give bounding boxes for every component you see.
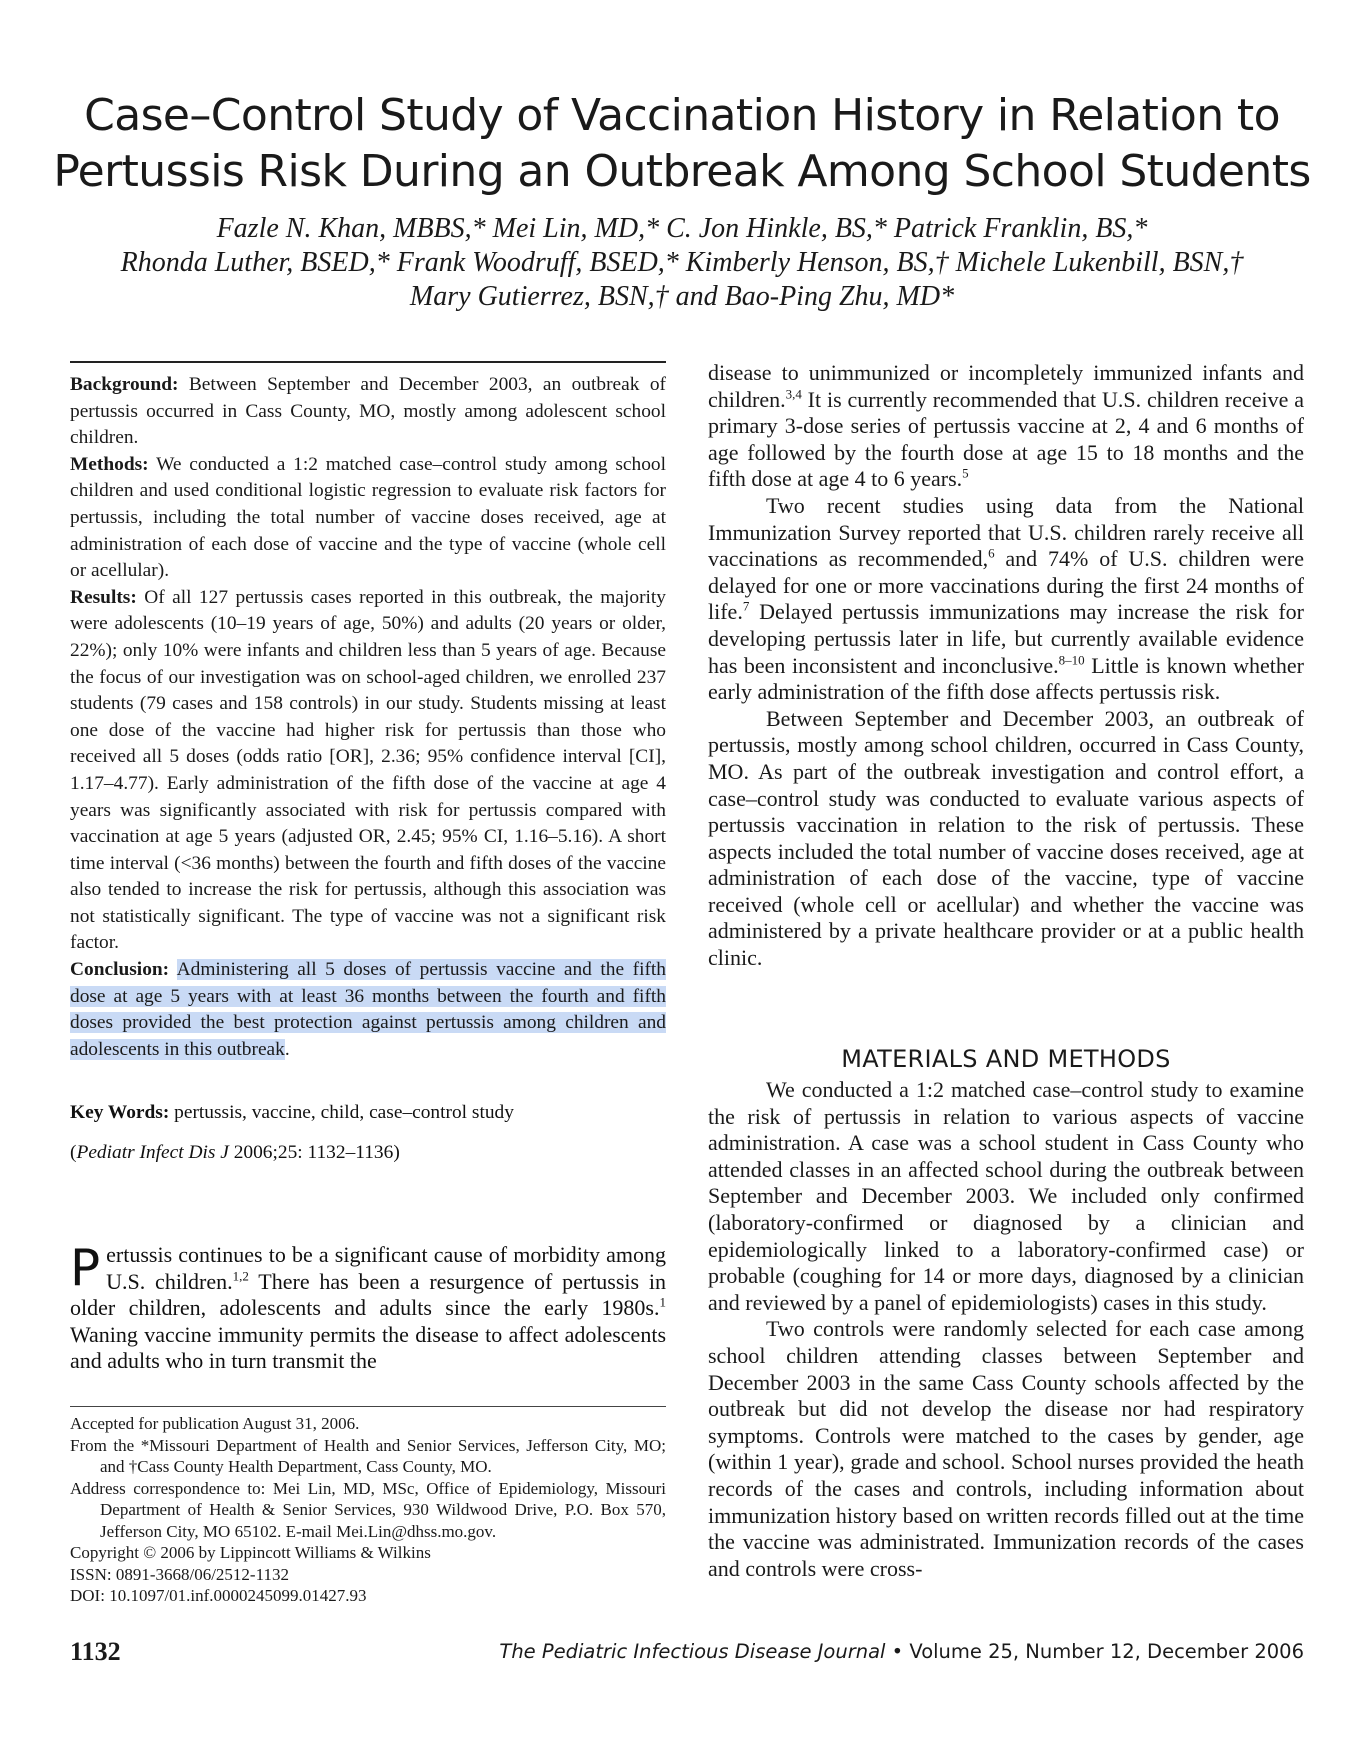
key-words-label: Key Words:: [70, 1102, 170, 1123]
article-notes: [70, 1413, 666, 1607]
background-text: Between September and December 2003, an outbreak of pertussis occurred in Cass County, MO, mostly among adolescent school children.: [70, 374, 666, 449]
correspondence-note: Address correspondence to: Mei Lin, MD, MSc, Office of Epidemiology, Missouri Department of Health & Senior Services, 930 Wildwood Drive, P.O. Box 570, Jefferson City, MO 65102. E-mail Mei.Lin@dhss.mo.gov.: [70, 1478, 666, 1541]
methods-label: Methods:: [70, 453, 149, 475]
citation: (Pediatr Infect Dis J 2006;25: 1132–1136): [70, 1142, 400, 1163]
footer-bullet: •: [885, 1640, 910, 1663]
intro-paragraph: [70, 1239, 667, 1375]
title-line-1: Case–Control Study of Vaccination History in Relation to: [84, 90, 1280, 141]
intro-text-3: Waning vaccine immunity permits the disease to affect adolescents and adults who in turn transmit the: [70, 1321, 666, 1374]
right-p2-a: Two recent studies using data from the National Immunization Survey reported that U.S. children rarely receive all vaccinations as recommended,: [708, 492, 1304, 572]
results-label: Results:: [70, 586, 137, 608]
methods-paragraph-2: Two controls were randomly selected for each case among school children attending classes between September and December 2003 in the same Cass County schools affected by the outbreak but did not develop the disease nor had respiratory symptoms. Controls were matched to the cases by gender, age (within 1 year), grade and school. School nurses provided the heath records of the cases and controls, including information about immunization history based on written records filled out at the time the vaccine was administrated. Immunization records of the cases and controls were cross-: [708, 1316, 1304, 1581]
intro-text-1: ertussis continues to be a significant cause of morbidity among U.S. children.: [106, 1242, 666, 1294]
doi-note: DOI: 10.1097/01.inf.0000245099.01427.93: [70, 1586, 367, 1605]
conclusion-highlighted-text[interactable]: Administering all 5 doses of pertussis vaccine and the fifth dose at age 5 years with at least 36 months between the fourth and fifth doses provided the best protection against pertussis among children and adolescents in this outbreak: [70, 959, 666, 1060]
right-p2-c: Delayed pertussis immunizations may increase the risk for developing pertussis later in life, but currently available evidence has been inconsistent and inconclusive.: [708, 599, 1304, 678]
abstract: [70, 372, 666, 1063]
conclusion-end: .: [284, 1038, 290, 1060]
right-column-intro: [708, 360, 1304, 972]
abstract-results: [70, 585, 666, 957]
conclusion-label: Conclusion:: [70, 959, 170, 981]
drop-cap: P: [70, 1239, 101, 1297]
right-p1-b: It is currently recommended that U.S. children receive a primary 3-dose series of pertussis vaccine at 2, 4 and 6 months of age followed by the fourth dose at age 15 to 18 months and the fifth dose at age 4 to 6 years.: [708, 386, 1304, 492]
methods-text: We conducted a 1:2 matched case–control study among school children and used conditional logistic regression to evaluate risk factors for pertussis, including the total number of vaccine doses received, age at administration of each dose of vaccine and the type of vaccine (whole cell or acellular).: [70, 453, 666, 582]
abstract-background: [70, 372, 666, 452]
footer-issue: Volume 25, Number 12, December 2006: [909, 1640, 1304, 1663]
issn-note: ISSN: 0891-3668/06/2512-1132: [70, 1564, 289, 1584]
copyright-note: Copyright © 2006 by Lippincott Williams & Wilkins: [70, 1543, 431, 1562]
intro-text-2: There has been a resurgence of pertussis in older children, adolescents and adults since the early 1980s.: [70, 1268, 667, 1321]
right-paragraph-2: [708, 493, 1304, 706]
footnote-rule: [70, 1406, 666, 1407]
title-line-2: Pertussis Risk During an Outbreak Among School Students: [53, 146, 1311, 197]
accepted-note: Accepted for publication August 31, 2006.: [70, 1414, 360, 1433]
reference-superscript[interactable]: 1: [659, 1294, 666, 1310]
results-text: Of all 127 pertussis cases reported in this outbreak, the majority were adolescents (10–19 years of age, 50%) and adults (20 years or older, 22%); only 10% were infants and children less than 5 years of age. Because the focus of our investigation was on school-aged children, we enrolled 237 students (79 cases and 158 controls) in our study. Students missing at least one dose of the vaccine had higher risk for pertussis than those who received all 5 doses (odds ratio [OR], 2.36; 95% confidence interval [CI], 1.17–4.77). Early administration of the fifth dose of the vaccine at age 4 years was significantly associated with risk for pertussis compared with vaccination at age 5 years (adjusted OR, 2.45; 95% CI, 1.16–5.16). A short time interval (<36 months) between the fourth and fifth doses of the vaccine also tended to increase the risk for pertussis, although this association was not statistically significant. The type of vaccine was not a significant risk factor.: [70, 586, 666, 954]
key-words-text: pertussis, vaccine, child, case–control study: [169, 1102, 514, 1123]
right-p2-b: and 74% of U.S. children were delayed for one or more vaccinations during the first 24 months of life.: [708, 546, 1304, 625]
right-paragraph-3: Between September and December 2003, an outbreak of pertussis, mostly among school children, occurred in Cass County, MO. As part of the outbreak investigation and control effort, a case–control study was conducted to evaluate various aspects of pertussis vaccination in relation to the risk of pertussis. These aspects included the total number of vaccine doses received, age at administration of each dose of the vaccine, type of vaccine received (whole cell or acellular) and whether the vaccine was administered by a private healthcare provider or at a public health clinic.: [708, 705, 1304, 971]
author-line-3: Mary Gutierrez, BSN,† and Bao-Ping Zhu, MD*: [409, 281, 955, 312]
reference-superscript[interactable]: 8–10: [1058, 652, 1085, 668]
page-number: 1132: [70, 1637, 121, 1666]
running-footer: [499, 1640, 1304, 1663]
section-heading-methods: MATERIALS AND METHODS: [841, 1045, 1171, 1073]
key-words: [70, 1100, 666, 1126]
background-label: Background:: [70, 374, 179, 395]
abstract-top-rule: [70, 361, 666, 363]
author-list: [40, 212, 1324, 314]
right-paragraph-1: [708, 360, 1304, 493]
abstract-methods: [70, 452, 666, 585]
reference-superscript[interactable]: 7: [742, 599, 750, 615]
footer-journal-name: The Pediatric Infectious Disease Journal: [499, 1640, 886, 1663]
reference-superscript[interactable]: 1,2: [232, 1268, 249, 1284]
citation-journal: Pediatr Infect Dis J: [76, 1142, 229, 1163]
right-p1-a: disease to unimmunized or incompletely immunized infants and children.: [708, 360, 1304, 412]
methods-paragraph-1: We conducted a 1:2 matched case–control study to examine the risk of pertussis in relation to various aspects of vaccine administration. A case was a school student in Cass County who attended classes in an affected school during the outbreak between September and December 2003. We included only confirmed (laboratory-confirmed or diagnosed by a clinician and epidemiologically linked to a laboratory-confirmed case) or probable (coughing for 14 or more days, diagnosed by a clinician and reviewed by a panel of epidemiologists) cases in this study.: [708, 1077, 1304, 1315]
article-title: [40, 88, 1324, 200]
citation-rest: 2006;25: 1132–1136): [228, 1142, 400, 1163]
abstract-conclusion: [70, 957, 666, 1063]
author-line-1: Fazle N. Khan, MBBS,* Mei Lin, MD,* C. Jon Hinkle, BS,* Patrick Franklin, BS,*: [216, 213, 1148, 244]
right-p2-d: Little is known whether early administration of the fifth dose affects pertussis risk.: [708, 652, 1304, 705]
reference-superscript[interactable]: 3,4: [785, 386, 802, 402]
reference-superscript[interactable]: 5: [962, 466, 969, 482]
right-column-methods: [708, 1077, 1304, 1582]
author-line-2: Rhonda Luther, BSED,* Frank Woodruff, BSED,* Kimberly Henson, BS,† Michele Lukenbill, BSN,†: [120, 247, 1244, 278]
affiliation-note: From the *Missouri Department of Health and Senior Services, Jefferson City, MO; and †Cass County Health Department, Cass County, MO.: [70, 1435, 666, 1476]
reference-superscript[interactable]: 6: [988, 545, 995, 561]
